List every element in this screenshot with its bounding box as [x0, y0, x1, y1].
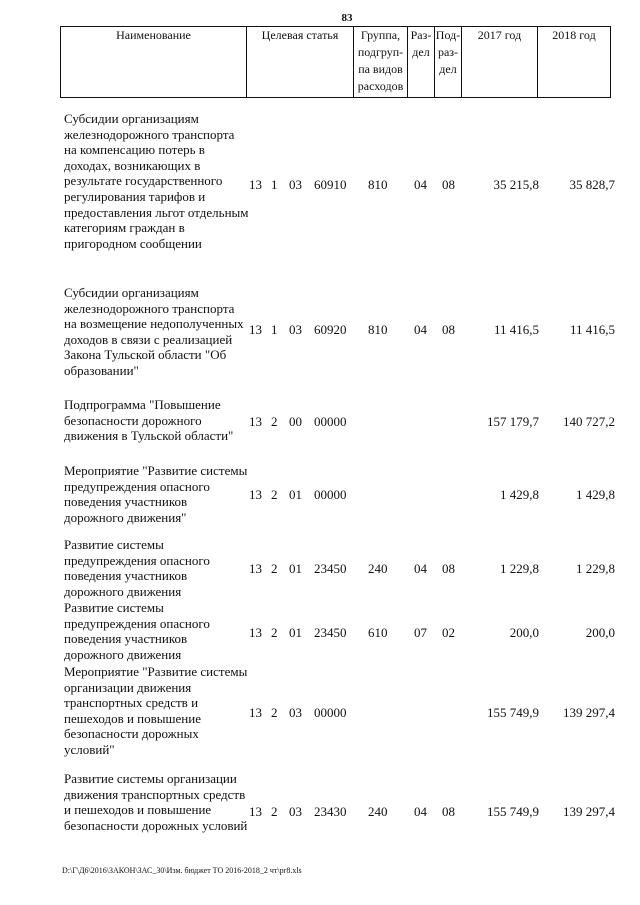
header-subsection: Под- раз- дел	[435, 27, 462, 98]
row-code-4: 23450	[314, 561, 347, 576]
row-code-2: 2	[271, 561, 278, 576]
row-section: 04	[414, 804, 427, 819]
row-code-1: 13	[249, 625, 262, 640]
row-value-2018: 1 429,8	[576, 487, 615, 502]
row-value-2018: 35 828,7	[569, 177, 615, 192]
row-value-2017: 157 179,7	[487, 414, 539, 429]
row-group: 810	[368, 322, 388, 337]
row-code-2: 2	[271, 804, 278, 819]
row-name: Развитие системы организации движения транспортных средств и пешеходов и повышение безопасности дорожных условий	[64, 771, 248, 833]
row-code-3: 03	[289, 705, 302, 720]
row-code-3: 03	[289, 804, 302, 819]
row-code-2: 2	[271, 625, 278, 640]
row-code-4: 00000	[314, 487, 347, 502]
row-value-2018: 200,0	[585, 625, 615, 640]
header-name: Наименование	[61, 27, 247, 98]
row-value-2018: 139 297,4	[563, 705, 615, 720]
row-code-3: 01	[289, 625, 302, 640]
row-code-3: 01	[289, 487, 302, 502]
row-value-2018: 1 229,8	[576, 561, 615, 576]
row-name: Развитие системы предупреждения опасного поведения участников дорожного движения	[64, 600, 210, 662]
row-value-2017: 11 416,5	[493, 322, 539, 337]
row-code-4: 60910	[314, 177, 347, 192]
row-code-3: 03	[289, 177, 302, 192]
row-group: 610	[368, 625, 388, 640]
row-subsection: 08	[442, 177, 455, 192]
row-code-1: 13	[249, 177, 262, 192]
row-subsection: 08	[442, 322, 455, 337]
row-code-2: 2	[271, 487, 278, 502]
row-value-2018: 11 416,5	[569, 322, 615, 337]
row-value-2017: 155 749,9	[487, 705, 539, 720]
row-code-4: 00000	[314, 414, 347, 429]
row-code-1: 13	[249, 487, 262, 502]
row-code-4: 00000	[314, 705, 347, 720]
page-number: 83	[341, 12, 353, 24]
header-target: Целевая статья	[247, 27, 354, 98]
row-name: Субсидии организациям железнодорожного транспорта на компенсацию потерь в доходах, возникающих в результате государственного регулирования тарифов и предоставления льгот отдельным категориям граждан в пригородном сообщении	[64, 111, 249, 251]
row-code-2: 2	[271, 705, 278, 720]
table-header	[60, 26, 611, 98]
file-path-footer: D:\Г\Д6\2016\ЗАКОН\ЗАС_30\Изм. бюджет ТО 2016-2018_2 чт\pr8.xls	[62, 866, 302, 875]
row-name: Мероприятие "Развитие системы организации движения транспортных средств и пешеходов и повышение безопасности дорожных условий"	[64, 664, 248, 757]
row-code-3: 03	[289, 322, 302, 337]
row-code-4: 23450	[314, 625, 347, 640]
row-code-2: 1	[271, 177, 278, 192]
row-subsection: 02	[442, 625, 455, 640]
row-name: Мероприятие "Развитие системы предупреждения опасного поведения участников дорожного движения"	[64, 463, 248, 525]
row-code-2: 1	[271, 322, 278, 337]
row-code-2: 2	[271, 414, 278, 429]
row-group: 240	[368, 804, 388, 819]
row-name: Подпрограмма "Повышение безопасности дорожного движения в Тульской области"	[64, 397, 234, 444]
header-group: Группа, подгруп- па видов расходов	[354, 27, 408, 98]
header-year-2017: 2017 год	[462, 27, 538, 98]
row-subsection: 08	[442, 561, 455, 576]
row-value-2017: 200,0	[509, 625, 539, 640]
row-code-1: 13	[249, 804, 262, 819]
row-subsection: 08	[442, 804, 455, 819]
row-value-2018: 140 727,2	[563, 414, 615, 429]
header-section: Раз- дел	[408, 27, 435, 98]
row-section: 07	[414, 625, 427, 640]
row-value-2017: 35 215,8	[493, 177, 539, 192]
row-value-2017: 155 749,9	[487, 804, 539, 819]
row-value-2018: 139 297,4	[563, 804, 615, 819]
row-section: 04	[414, 561, 427, 576]
header-year-2018: 2018 год	[538, 27, 611, 98]
row-name: Субсидии организациям железнодорожного транспорта на возмещение недополученных доходов в связи с реализацией Закона Тульской области "Об образовании"	[64, 285, 244, 378]
row-group: 810	[368, 177, 388, 192]
row-code-1: 13	[249, 561, 262, 576]
row-code-1: 13	[249, 414, 262, 429]
row-section: 04	[414, 177, 427, 192]
row-value-2017: 1 229,8	[500, 561, 539, 576]
row-code-3: 01	[289, 561, 302, 576]
row-section: 04	[414, 322, 427, 337]
row-code-4: 23430	[314, 804, 347, 819]
row-code-4: 60920	[314, 322, 347, 337]
row-code-1: 13	[249, 322, 262, 337]
row-group: 240	[368, 561, 388, 576]
row-name: Развитие системы предупреждения опасного поведения участников дорожного движения	[64, 537, 210, 599]
row-value-2017: 1 429,8	[500, 487, 539, 502]
row-code-3: 00	[289, 414, 302, 429]
row-code-1: 13	[249, 705, 262, 720]
